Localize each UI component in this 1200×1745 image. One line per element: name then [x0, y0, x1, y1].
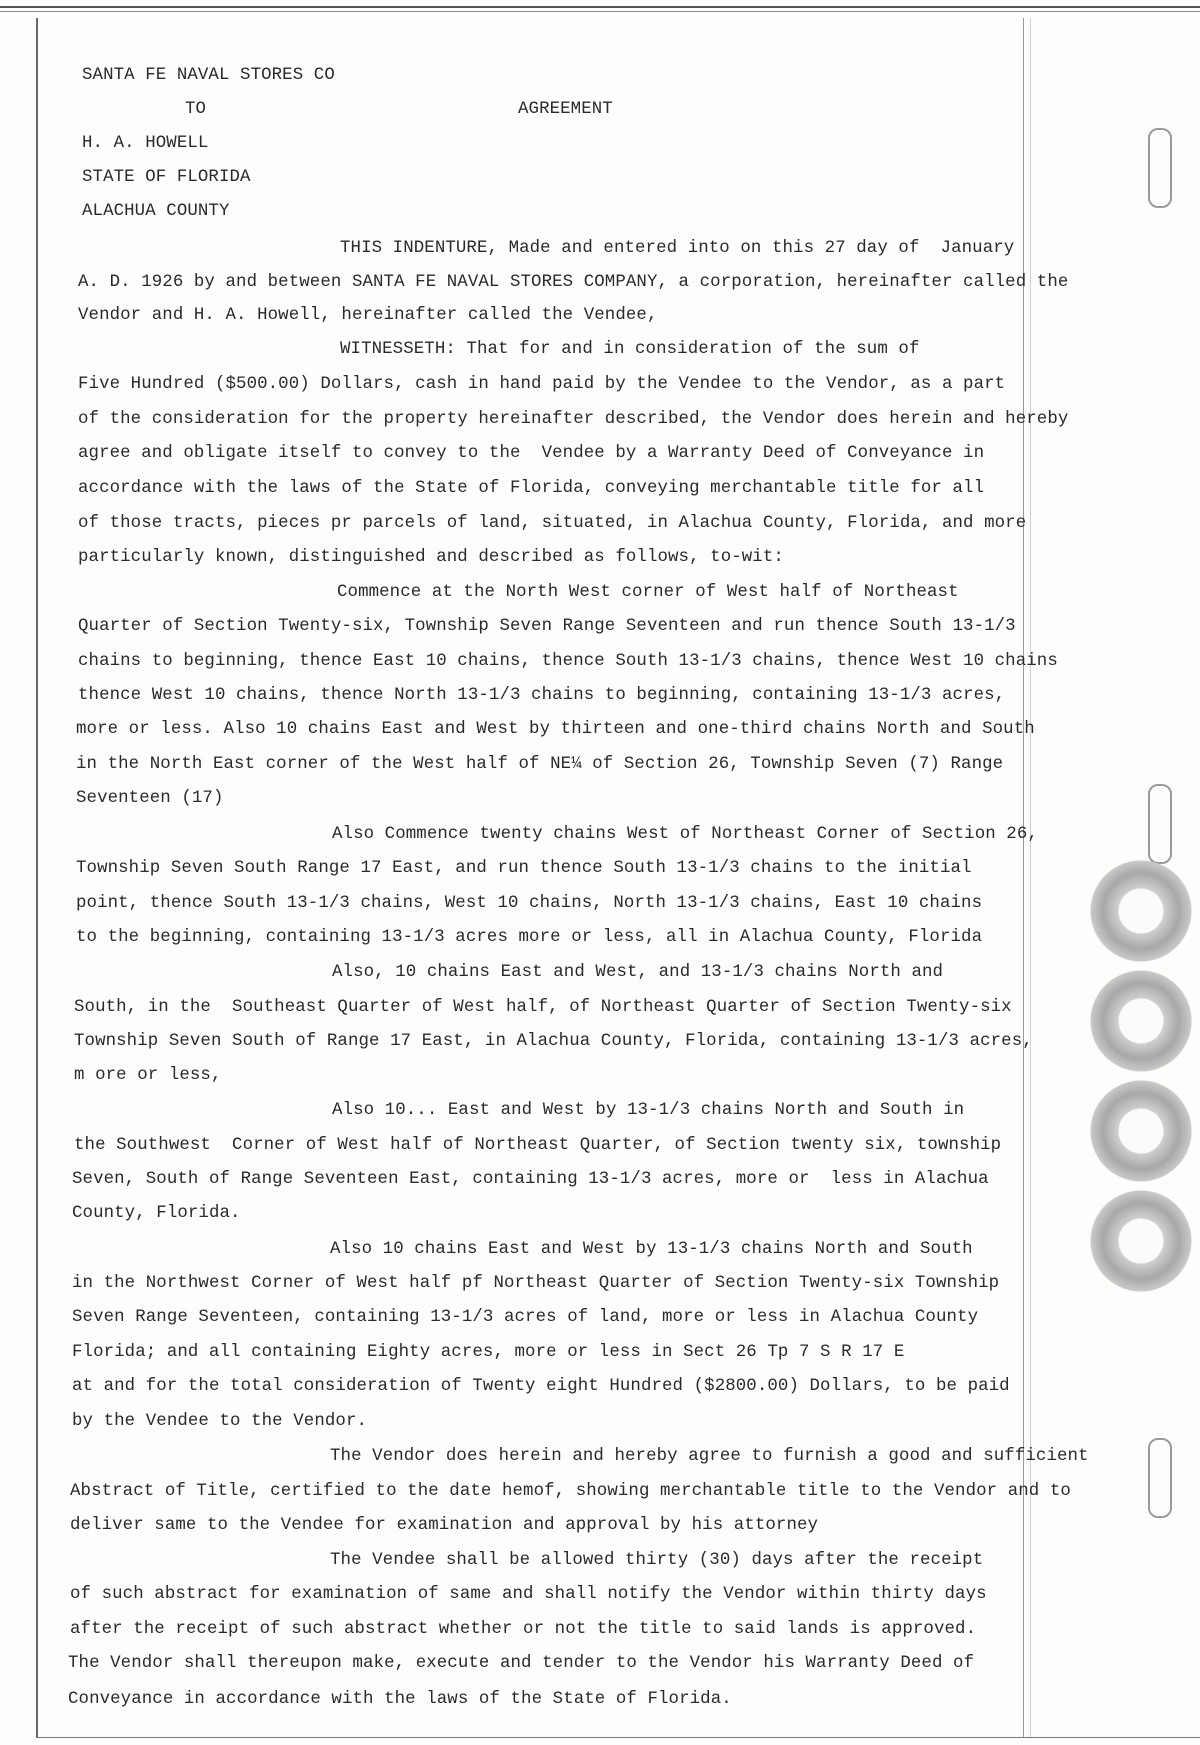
binder-slot-icon: [1148, 784, 1172, 864]
body-line: The Vendor shall thereupon make, execute and tender to the Vendor his Warranty Deed of: [68, 1654, 975, 1673]
body-line: by the Vendee to the Vendor.: [72, 1412, 368, 1431]
to-word: TO: [185, 100, 207, 119]
body-line: Five Hundred ($500.00) Dollars, cash in hand paid by the Vendee to the Vendor, as a part: [78, 375, 1006, 394]
body-line: the Southwest Corner of West half of Northeast Quarter, of Section twenty six, township: [74, 1136, 1002, 1155]
body-line: of those tracts, pieces pr parcels of land, situated, in Alachua County, Florida, and more: [78, 514, 1027, 533]
body-line: Township Seven South of Range 17 East, in Alachua County, Florida, containing 13-1/3 acres,: [74, 1032, 1033, 1051]
top-rule-secondary: [0, 11, 1200, 12]
punch-hole-icon: [1090, 970, 1192, 1072]
body-line: Also 10... East and West by 13-1/3 chains North and South in: [332, 1101, 965, 1120]
top-rule: [0, 6, 1200, 8]
party-from: SANTA FE NAVAL STORES CO: [82, 66, 335, 85]
left-margin-rule: [36, 18, 38, 1738]
state-line: STATE OF FLORIDA: [82, 168, 251, 187]
party-to: H. A. HOWELL: [82, 134, 209, 153]
body-line: A. D. 1926 by and between SANTA FE NAVAL STORES COMPANY, a corporation, hereinafter called the: [78, 273, 1069, 292]
body-line: thence West 10 chains, thence North 13-1/3 chains to beginning, containing 13-1/3 acres,: [78, 686, 1006, 705]
body-line: Township Seven South Range 17 East, and run thence South 13-1/3 chains to the initial: [76, 859, 972, 878]
document-title: AGREEMENT: [518, 100, 613, 119]
body-line: to the beginning, containing 13-1/3 acres more or less, all in Alachua County, Florida: [76, 928, 983, 947]
binder-slot-icon: [1148, 128, 1172, 208]
body-line: point, thence South 13-1/3 chains, West 10 chains, North 13-1/3 chains, East 10 chains: [76, 894, 983, 913]
body-line: Vendor and H. A. Howell, hereinafter called the Vendee,: [78, 306, 658, 325]
punch-hole-icon: [1090, 1080, 1192, 1182]
body-line: deliver same to the Vendee for examination and approval by his attorney: [70, 1516, 819, 1535]
body-line: South, in the Southeast Quarter of West half, of Northeast Quarter of Section Twenty-six: [74, 998, 1012, 1017]
county-line: ALACHUA COUNTY: [82, 202, 230, 221]
body-line: Seven, South of Range Seventeen East, containing 13-1/3 acres, more or less in Alachua: [72, 1170, 989, 1189]
body-line: Conveyance in accordance with the laws of the State of Florida.: [68, 1690, 732, 1709]
binder-slot-icon: [1148, 1438, 1172, 1518]
body-line: WITNESSETH: That for and in consideration of the sum of: [340, 340, 920, 359]
body-line: Abstract of Title, certified to the date hemof, showing merchantable title to the Vendor and to: [70, 1482, 1071, 1501]
body-line: at and for the total consideration of Twenty eight Hundred ($2800.00) Dollars, to be paid: [72, 1377, 1010, 1396]
body-line: in the Northwest Corner of West half pf Northeast Quarter of Section Twenty-six Township: [72, 1274, 1000, 1293]
body-line: chains to beginning, thence East 10 chains, thence South 13-1/3 chains, thence West 10 chains: [78, 652, 1058, 671]
body-line: after the receipt of such abstract whether or not the title to said lands is approved.: [70, 1620, 977, 1639]
body-line: Seventeen (17): [76, 789, 224, 808]
body-line: particularly known, distinguished and described as follows, to-wit:: [78, 548, 784, 567]
body-line: Seven Range Seventeen, containing 13-1/3 acres of land, more or less in Alachua County: [72, 1308, 979, 1327]
body-line: THIS INDENTURE, Made and entered into on this 27 day of January: [340, 239, 1015, 258]
body-line: Commence at the North West corner of West half of Northeast: [337, 583, 959, 602]
body-line: The Vendor does herein and hereby agree to furnish a good and sufficient: [330, 1447, 1089, 1466]
body-line: Also, 10 chains East and West, and 13-1/3 chains North and: [332, 963, 944, 982]
body-line: m ore or less,: [74, 1066, 222, 1085]
body-line: Florida; and all containing Eighty acres, more or less in Sect 26 Tp 7 S R 17 E: [72, 1343, 905, 1362]
body-line: more or less. Also 10 chains East and West by thirteen and one-third chains North and South: [76, 720, 1035, 739]
body-line: County, Florida.: [72, 1204, 241, 1223]
body-line: Also Commence twenty chains West of Northeast Corner of Section 26,: [332, 825, 1038, 844]
body-line: agree and obligate itself to convey to the Vendee by a Warranty Deed of Conveyance in: [78, 444, 985, 463]
punch-hole-icon: [1090, 860, 1192, 962]
body-line: The Vendee shall be allowed thirty (30) days after the receipt: [330, 1551, 984, 1570]
body-line: Also 10 chains East and West by 13-1/3 chains North and South: [330, 1240, 973, 1259]
body-line: Quarter of Section Twenty-six, Township Seven Range Seventeen and run thence South 13-1/3: [78, 617, 1016, 636]
body-line: of such abstract for examination of same and shall notify the Vendor within thirty days: [70, 1585, 987, 1604]
punch-hole-icon: [1090, 1190, 1192, 1292]
body-line: accordance with the laws of the State of Florida, conveying merchantable title for all: [78, 479, 985, 498]
bottom-rule: [36, 1737, 1200, 1738]
body-line: of the consideration for the property hereinafter described, the Vendor does herein and hereby: [78, 410, 1069, 429]
body-line: in the North East corner of the West half of NE¼ of Section 26, Township Seven (7) Range: [76, 755, 1004, 774]
